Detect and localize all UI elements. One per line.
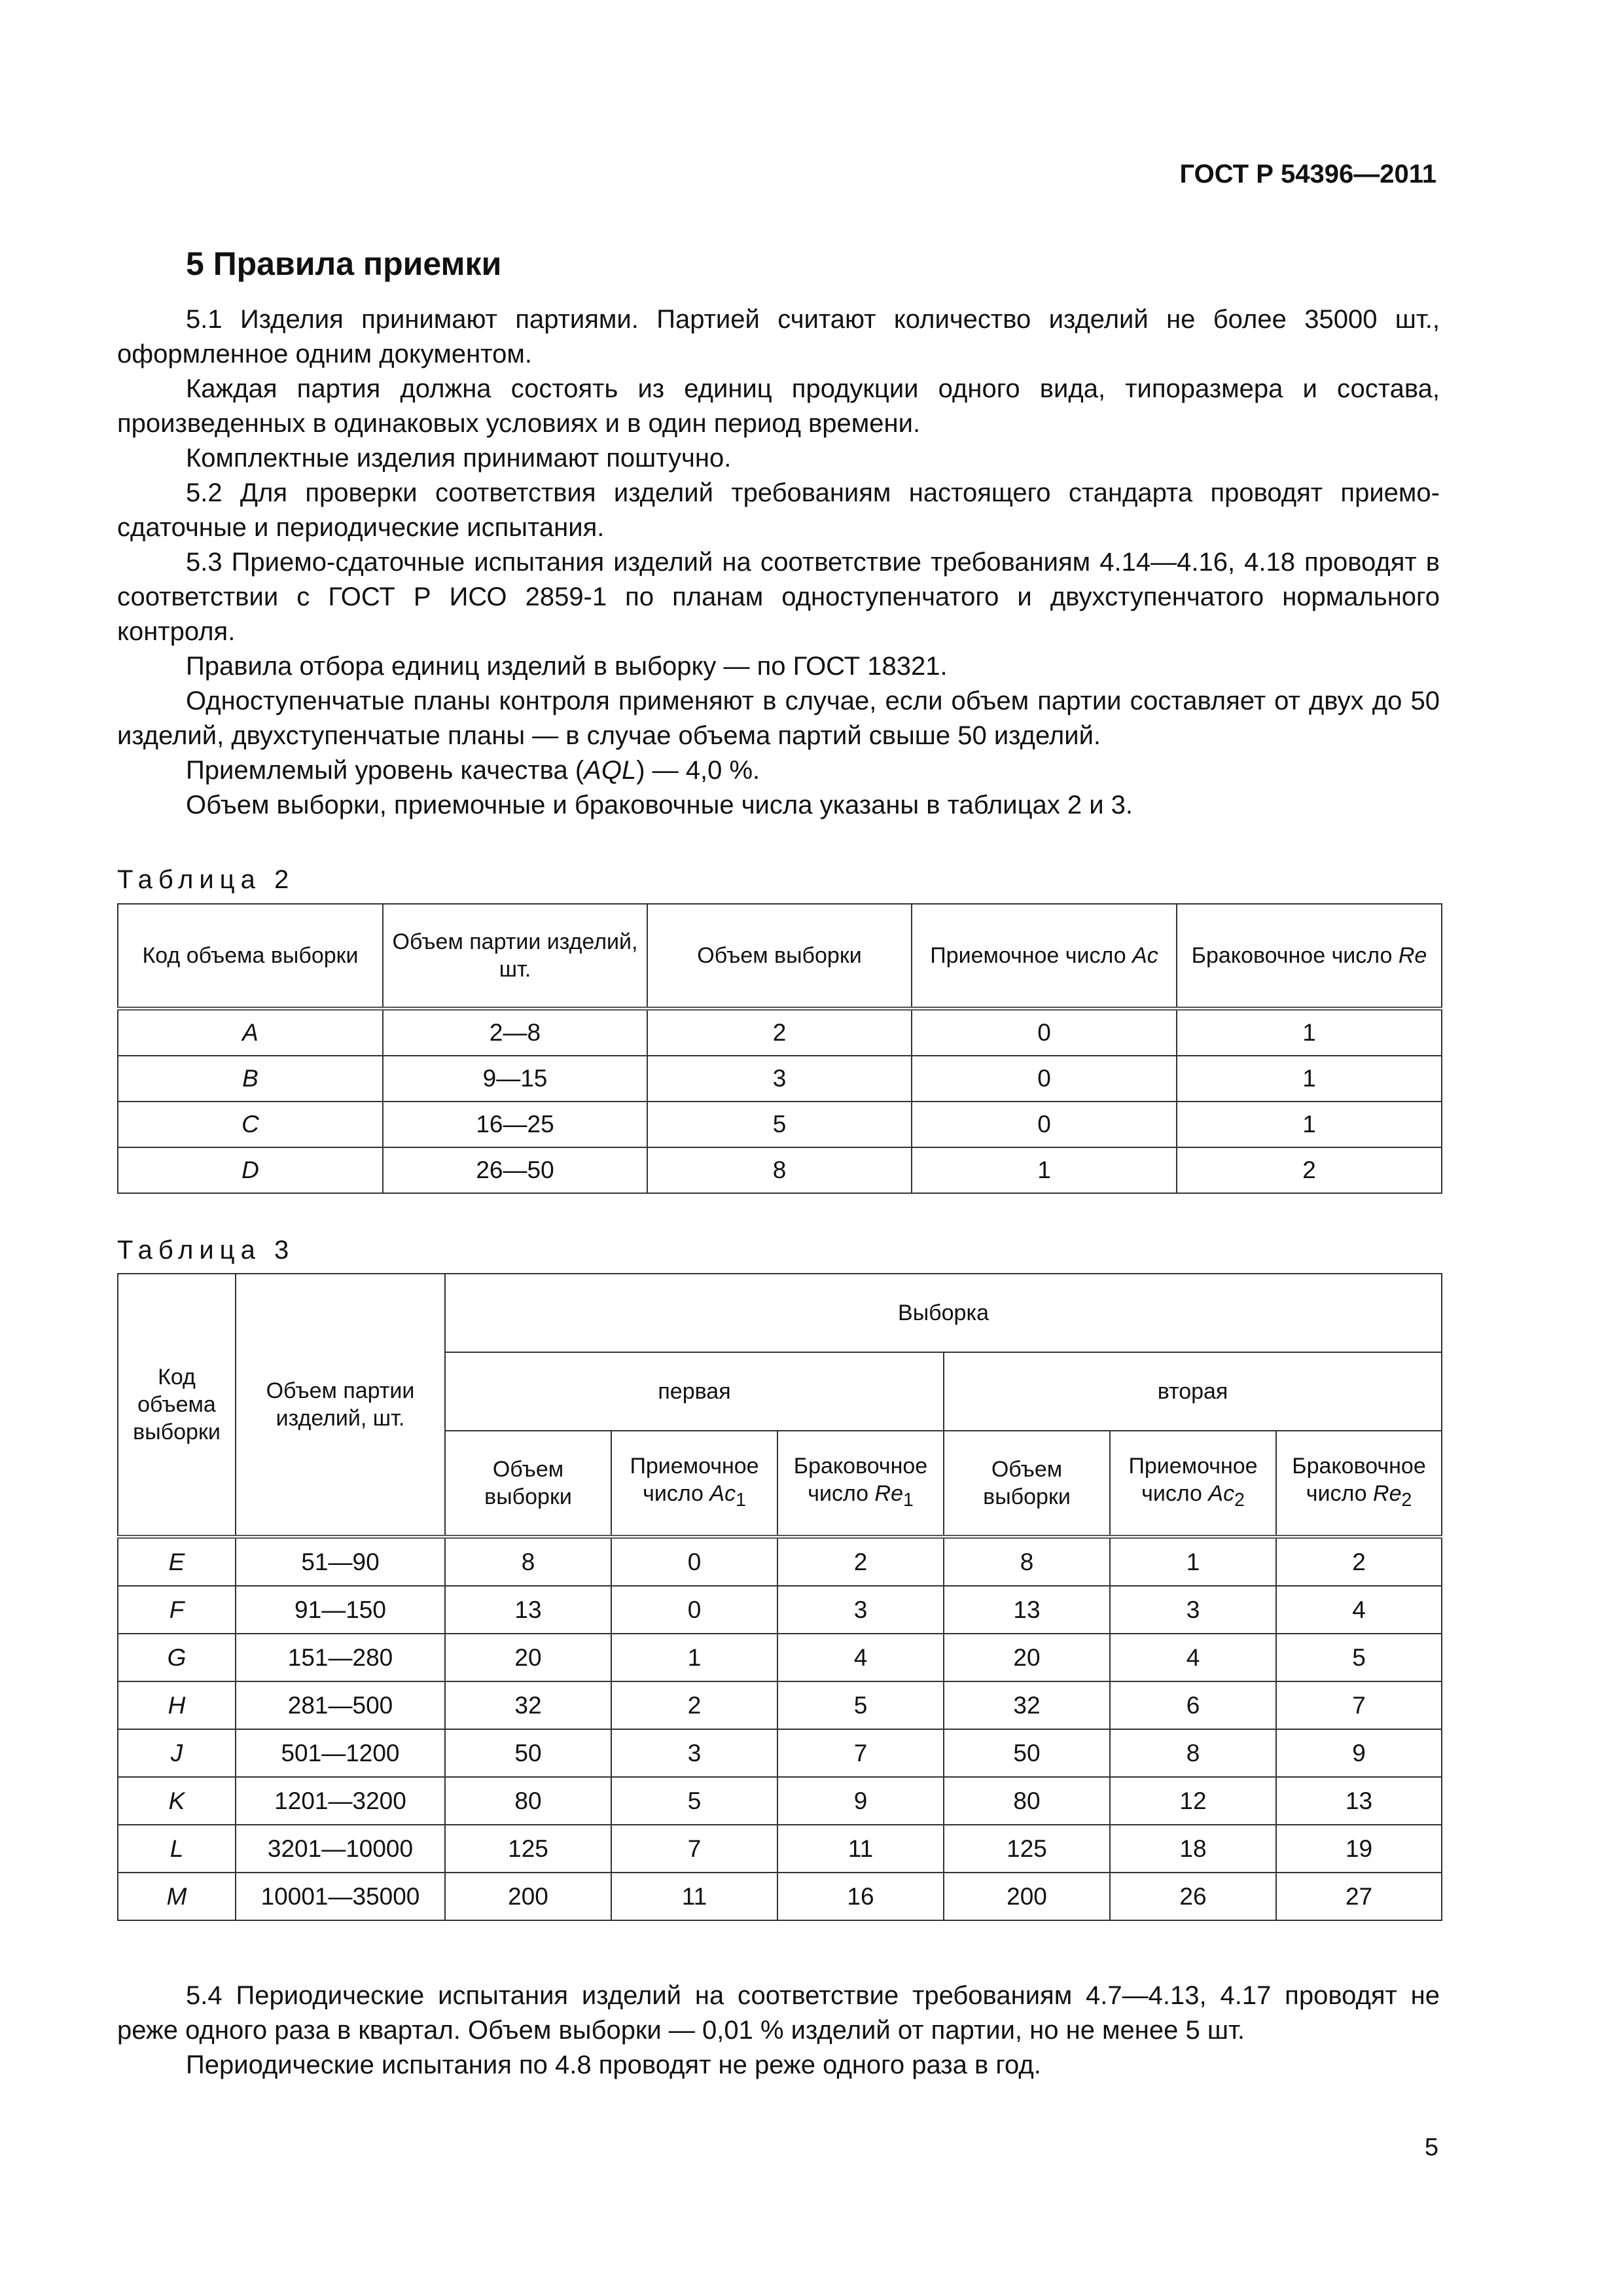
table-cell: 27 — [1276, 1873, 1442, 1920]
table-cell: 0 — [912, 1009, 1177, 1056]
table-cell: 125 — [944, 1825, 1110, 1873]
table-cell: 4 — [1110, 1634, 1276, 1681]
table-cell: 501—1200 — [236, 1729, 445, 1777]
table-cell: 26 — [1110, 1873, 1276, 1920]
table-cell: 0 — [912, 1056, 1177, 1102]
table-cell: 50 — [445, 1729, 611, 1777]
table-cell: 5 — [647, 1102, 912, 1147]
table-cell: C — [118, 1102, 383, 1147]
table-cell: J — [118, 1729, 236, 1777]
table3-header-accept-2: Приемочное число $Ac_2$ — [1110, 1431, 1276, 1537]
table-cell: 16 — [777, 1873, 944, 1920]
table2-header-reject: Браковочное число Re — [1177, 904, 1442, 1009]
aql-paragraph — [117, 753, 1440, 788]
table2-header-sample: Объем выборки — [647, 904, 912, 1009]
table-cell: 16—25 — [383, 1102, 647, 1147]
table-cell: 50 — [944, 1729, 1110, 1777]
paragraph: Правила отбора единиц изделий в выборку — по ГОСТ 18321. — [186, 652, 948, 681]
table-cell: 11 — [777, 1825, 944, 1873]
table-cell: 1 — [912, 1147, 1177, 1193]
table-cell: H — [118, 1681, 236, 1729]
table-row — [118, 1873, 1442, 1920]
table-cell: 5 — [611, 1777, 777, 1825]
table-row — [118, 1537, 1442, 1586]
paragraph: 5.4 Периодические испытания изделий на соответствие требованиям 4.7—4.13, 4.17 проводят не реже одного раза в квартал. Объем выборки — 0,01 % изделий от партии, но не менее 5 шт. — [117, 1981, 1440, 2045]
table3-header-sample-group: Выборка — [445, 1274, 1442, 1352]
aql-text-after: ) — 4,0 %. — [636, 756, 760, 785]
table-cell: 32 — [944, 1681, 1110, 1729]
page-number: 5 — [1424, 2134, 1438, 2161]
table-cell: 3 — [1110, 1586, 1276, 1634]
table-cell: 11 — [611, 1873, 777, 1920]
table-cell: 13 — [1276, 1777, 1442, 1825]
paragraph: Периодические испытания по 4.8 проводят не реже одного раза в год. — [186, 2051, 1041, 2079]
table3-header-code: Код объема выборки — [118, 1274, 236, 1537]
table-cell: 5 — [1276, 1634, 1442, 1681]
table-cell: 0 — [611, 1586, 777, 1634]
body-text — [117, 302, 1440, 823]
table-row — [118, 1681, 1442, 1729]
table-cell: 1 — [1110, 1537, 1276, 1586]
table-cell: 200 — [944, 1873, 1110, 1920]
table-cell: 51—90 — [236, 1537, 445, 1586]
table-cell: K — [118, 1777, 236, 1825]
table-cell: 1 — [1177, 1056, 1442, 1102]
table-row — [118, 1777, 1442, 1825]
table2-header-code: Код объема выборки — [118, 904, 383, 1009]
table2-header-accept: Приемочное число Ac — [912, 904, 1177, 1009]
table-cell: 80 — [944, 1777, 1110, 1825]
tail-text — [117, 1979, 1440, 2083]
table-cell: 1 — [611, 1634, 777, 1681]
table-cell: 19 — [1276, 1825, 1442, 1873]
table-cell: M — [118, 1873, 236, 1920]
table-row — [118, 1729, 1442, 1777]
table-cell: 8 — [944, 1537, 1110, 1586]
table-cell: 7 — [611, 1825, 777, 1873]
table2 — [117, 903, 1442, 1194]
table3-header-first: первая — [445, 1352, 944, 1431]
aql-term: AQL — [584, 756, 637, 785]
table-cell: 0 — [912, 1102, 1177, 1147]
table-cell: 8 — [647, 1147, 912, 1193]
table-cell: D — [118, 1147, 383, 1193]
table-cell: 200 — [445, 1873, 611, 1920]
table-cell: 281—500 — [236, 1681, 445, 1729]
table-cell: 12 — [1110, 1777, 1276, 1825]
table-cell: 8 — [445, 1537, 611, 1586]
table3-caption: Таблица 3 — [117, 1236, 295, 1265]
table-cell: 9 — [777, 1777, 944, 1825]
table-cell: 2 — [1177, 1147, 1442, 1193]
table2-header-lot: Объем партии изделий, шт. — [383, 904, 647, 1009]
table-cell: 2 — [777, 1537, 944, 1586]
table3-header-sample-size-1: Объем выборки — [445, 1431, 611, 1537]
aql-text-before: Приемлемый уровень качества ( — [186, 756, 584, 785]
document-code: ГОСТ Р 54396—2011 — [1179, 160, 1436, 188]
table-cell: 3 — [777, 1586, 944, 1634]
table-cell: 8 — [1110, 1729, 1276, 1777]
table3 — [117, 1273, 1442, 1921]
table-cell: 10001—35000 — [236, 1873, 445, 1920]
table-row — [118, 1586, 1442, 1634]
paragraph: Объем выборки, приемочные и браковочные числа указаны в таблицах 2 и 3. — [186, 791, 1133, 819]
table-cell: 6 — [1110, 1681, 1276, 1729]
table-cell: 80 — [445, 1777, 611, 1825]
table-row — [118, 1056, 1442, 1102]
table-cell: 2—8 — [383, 1009, 647, 1056]
table-cell: 32 — [445, 1681, 611, 1729]
table-cell: 125 — [445, 1825, 611, 1873]
table-cell: 13 — [445, 1586, 611, 1634]
paragraph: Комплектные изделия принимают поштучно. — [186, 444, 732, 473]
table-cell: 3 — [611, 1729, 777, 1777]
table3-header-sample-size-2: Объем выборки — [944, 1431, 1110, 1537]
table-cell: 151—280 — [236, 1634, 445, 1681]
paragraph: Одноступенчатые планы контроля применяют в случае, если объем партии составляет от двух до 50 изделий, двухступенчатые планы — в случае объема партий свыше 50 изделий. — [117, 687, 1440, 750]
table-cell: 9 — [1276, 1729, 1442, 1777]
table-cell: 4 — [1276, 1586, 1442, 1634]
table-row — [118, 1147, 1442, 1193]
table-cell: 1 — [1177, 1102, 1442, 1147]
table3-header-second: вторая — [944, 1352, 1442, 1431]
table-cell: 0 — [611, 1537, 777, 1586]
table-cell: 1201—3200 — [236, 1777, 445, 1825]
table-cell: 5 — [777, 1681, 944, 1729]
table-cell: 7 — [777, 1729, 944, 1777]
table-cell: B — [118, 1056, 383, 1102]
paragraph: Каждая партия должна состоять из единиц продукции одного вида, типоразмера и состава, произведенных в одинаковых условиях и в один период времени. — [117, 374, 1440, 438]
table-cell: 2 — [611, 1681, 777, 1729]
section-title: 5 Правила приемки — [186, 245, 502, 282]
table-cell: 3201—10000 — [236, 1825, 445, 1873]
table3-header-reject-2: Браковочное число $Re_2$ — [1276, 1431, 1442, 1537]
table-cell: F — [118, 1586, 236, 1634]
table-cell: 20 — [944, 1634, 1110, 1681]
table2-caption: Таблица 2 — [117, 865, 295, 894]
table-cell: 9—15 — [383, 1056, 647, 1102]
table-row — [118, 1102, 1442, 1147]
paragraph: 5.2 Для проверки соответствия изделий требованиям настоящего стандарта проводят приемо-сдаточные и периодические испытания. — [117, 478, 1440, 542]
table-cell: 13 — [944, 1586, 1110, 1634]
table-row — [118, 1634, 1442, 1681]
table3-header-reject-1: Браковочное число $Re_1$ — [777, 1431, 944, 1537]
table-cell: 91—150 — [236, 1586, 445, 1634]
table-cell: A — [118, 1009, 383, 1056]
paragraph: 5.3 Приемо-сдаточные испытания изделий на соответствие требованиям 4.14—4.16, 4.18 проводят в соответствии с ГОСТ Р ИСО 2859-1 по планам одноступенчатого и двухступенчатого нормального контроля. — [117, 548, 1440, 646]
table-cell: 18 — [1110, 1825, 1276, 1873]
table-cell: 7 — [1276, 1681, 1442, 1729]
table-cell: 3 — [647, 1056, 912, 1102]
table-row — [118, 1009, 1442, 1056]
table-cell: L — [118, 1825, 236, 1873]
table-cell: 2 — [647, 1009, 912, 1056]
table-cell: E — [118, 1537, 236, 1586]
table-cell: 2 — [1276, 1537, 1442, 1586]
table-cell: G — [118, 1634, 236, 1681]
table-row — [118, 1825, 1442, 1873]
table-cell: 1 — [1177, 1009, 1442, 1056]
table3-header-accept-1: Приемочное число $Ac_1$ — [611, 1431, 777, 1537]
paragraph: 5.1 Изделия принимают партиями. Партией считают количество изделий не более 35000 шт., оформленное одним документом. — [117, 305, 1440, 368]
table-cell: 26—50 — [383, 1147, 647, 1193]
table-cell: 4 — [777, 1634, 944, 1681]
table-cell: 20 — [445, 1634, 611, 1681]
table3-header-lot: Объем партии изделий, шт. — [236, 1274, 445, 1537]
